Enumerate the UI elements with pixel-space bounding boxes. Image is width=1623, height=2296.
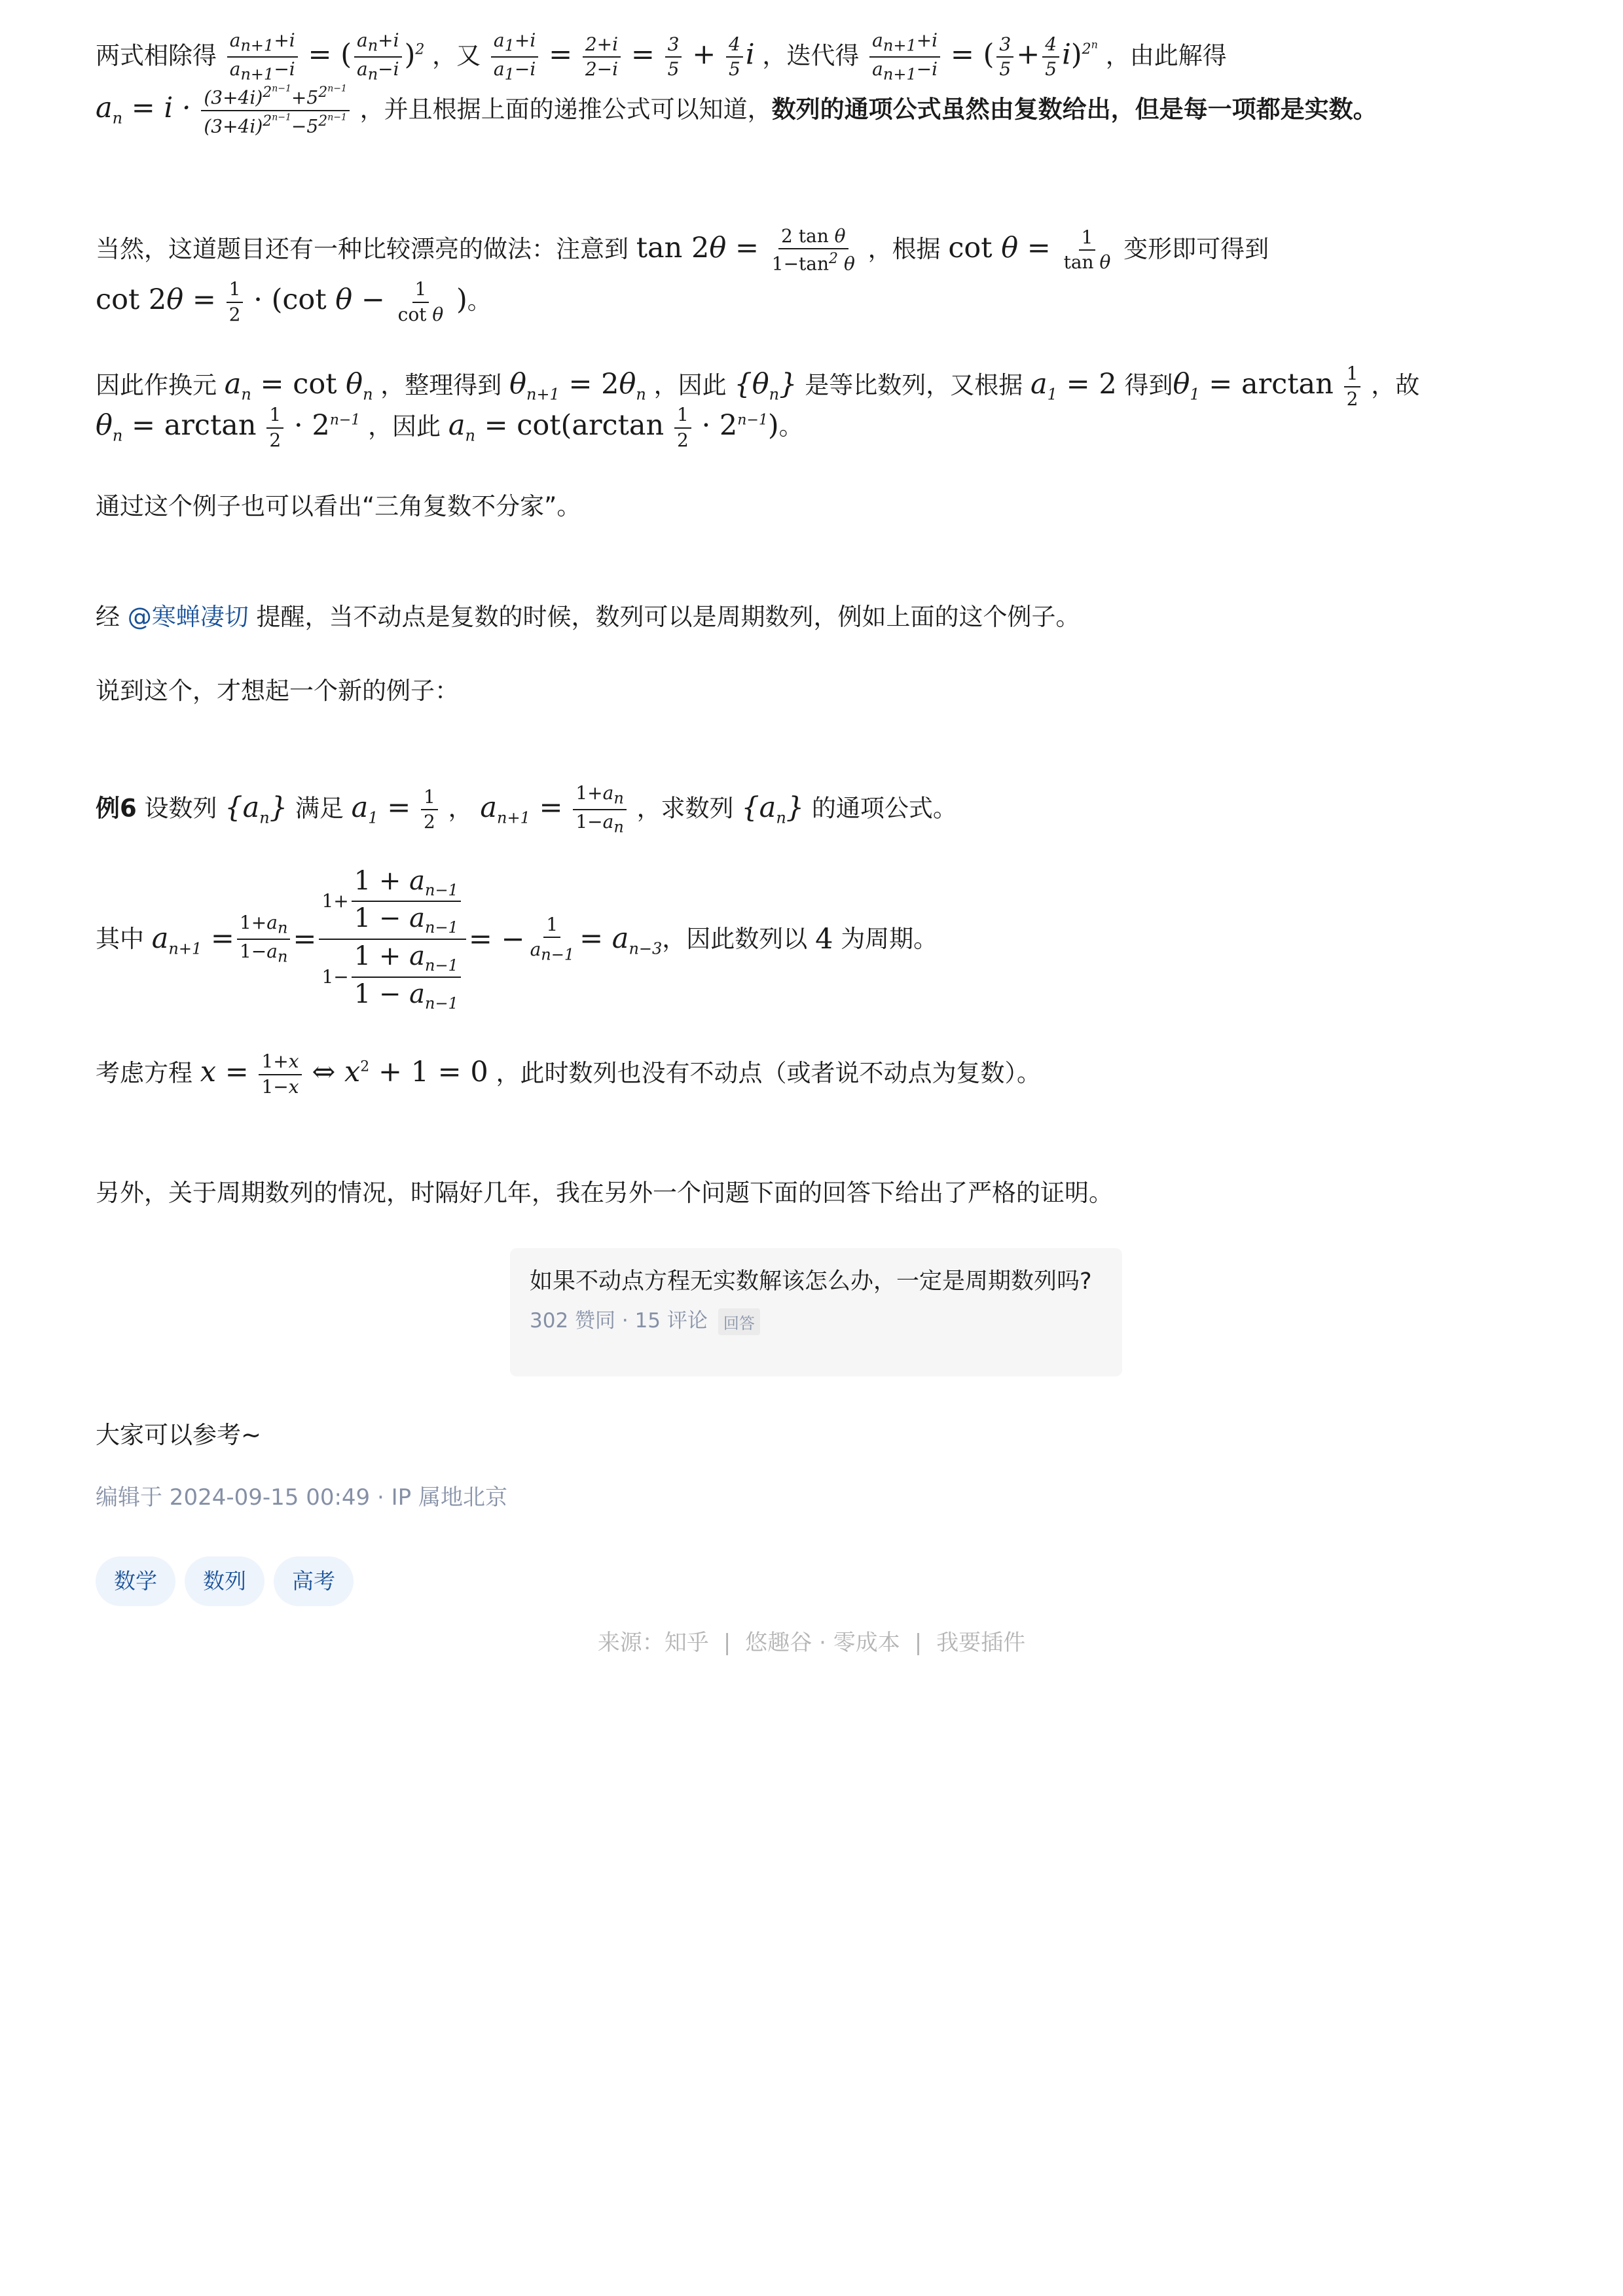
- text: 满足: [295, 794, 344, 823]
- paragraph-12: [96, 1051, 1536, 1098]
- formula: $\theta_{n+1} = 2\theta_n$: [509, 368, 646, 404]
- paragraph-2: [96, 84, 1536, 137]
- footer-plugin-link[interactable]: 我要插件: [936, 1630, 1026, 1656]
- formula-fraction: $\frac{(3+4i)^{2^{n-1}}+5^{2^{n-1}}}{(3+4i)^{2^{n-1}}-5^{2^{n-1}}}$: [201, 84, 350, 137]
- text: 变形即可得到: [1123, 234, 1269, 263]
- formula-fraction: $\frac{1}{\text{tan θ}}$: [1063, 226, 1111, 274]
- formula-fraction: $\frac{4}{5}$: [1042, 34, 1059, 80]
- text: 设数列: [144, 794, 217, 823]
- formula: i: [745, 38, 755, 71]
- paragraph-7: 通过这个例子也可以看出“三角复数不分家”。: [96, 492, 581, 520]
- formula: $\{a_n\}$: [225, 791, 288, 827]
- formula: $\theta_1 = \arctan$: [1173, 368, 1334, 404]
- edited-timestamp: 编辑于 2024-09-15 00:49 · IP 属地北京: [96, 1484, 507, 1511]
- text: 是等比数列，又根据: [805, 371, 1023, 399]
- formula: $\{a_n\}$: [741, 791, 805, 827]
- text: ，因此: [368, 412, 441, 440]
- formula: $a_n = \cot(\arctan$: [448, 409, 665, 445]
- card-title: 如果不动点方程无实数解该怎么办，一定是周期数列吗?: [530, 1268, 1092, 1295]
- formula: cot θ =: [948, 231, 1051, 264]
- formula: ): [456, 283, 467, 316]
- text: 其中: [96, 925, 144, 954]
- formula-fraction: $\frac{a_{n+1}+i}{a_{n+1}-i}$: [227, 30, 298, 84]
- footer-separator: |: [723, 1630, 731, 1656]
- footer: [0, 1624, 1623, 1657]
- formula: · (cot θ −: [253, 283, 385, 316]
- tag-math[interactable]: 数学: [96, 1556, 175, 1606]
- paragraph-6: [96, 404, 1536, 451]
- paragraph-8: [96, 599, 1536, 636]
- formula: · $2^{n-1}$: [293, 409, 361, 442]
- formula-fraction: $\frac{1+x}{1-x}$: [259, 1051, 301, 1097]
- formula-fraction: $\frac{1+a_n}{1-a_n}$: [573, 783, 626, 836]
- formula: cot 2θ =: [96, 283, 216, 316]
- text: 提醒，当不动点是复数的时候，数列可以是周期数列，例如上面的这个例子。: [256, 603, 1080, 631]
- formula: $a_n = \cot \theta_n$: [224, 368, 373, 404]
- formula-fraction: $\frac{a_{n+1}+i}{a_{n+1}-i}$: [869, 30, 940, 84]
- text: ，又: [432, 41, 481, 70]
- formula-fraction: $\frac{3}{5}$: [665, 34, 682, 80]
- formula: $\theta_n = \arctan$: [96, 409, 257, 445]
- paragraph-5: [96, 363, 1536, 410]
- text: 经: [96, 603, 120, 631]
- text: ，整理得到: [380, 371, 502, 399]
- paragraph-3: [96, 226, 1536, 275]
- text: 。: [467, 287, 492, 315]
- example-label: 例6: [96, 794, 137, 823]
- tag-sequence[interactable]: 数列: [185, 1556, 264, 1606]
- formula: x =: [200, 1056, 249, 1088]
- footer-separator: |: [914, 1630, 922, 1656]
- formula-fraction: $\frac{\text{2 tan θ}}{1-\tan^2 \theta}$: [771, 225, 855, 275]
- card-meta: [530, 1304, 1103, 1335]
- text: 得到: [1124, 371, 1173, 399]
- text: ，由此解得: [1105, 41, 1227, 70]
- paragraph-4: [96, 279, 1536, 325]
- formula-fraction: $\frac{2+i}{2-i}$: [583, 34, 621, 80]
- formula: )$^2$: [404, 38, 425, 71]
- formula: $a_{n+1}$ =: [151, 922, 234, 958]
- paragraph-1: [96, 30, 1536, 84]
- text: ，根据: [867, 234, 941, 263]
- footer-site-link[interactable]: 悠趣谷 · 零成本: [745, 1630, 900, 1656]
- text: ，因此: [653, 371, 727, 399]
- topic-tags: [96, 1556, 354, 1606]
- formula-fraction: $\frac{a_1+i}{a_1-i}$: [491, 30, 538, 84]
- text: ，并且根据上面的递推公式可以知道，: [359, 95, 772, 124]
- text: ，: [448, 794, 473, 823]
- formula-fraction: $\frac{1}{a_{n-1}}$: [530, 913, 575, 964]
- text: ，此时数列也没有不动点（或者说不动点为复数）。: [496, 1059, 1041, 1087]
- text: 两式相除得: [96, 41, 217, 70]
- text: ，故: [1371, 371, 1420, 399]
- text: ，迭代得: [762, 41, 860, 70]
- tag-gaokao[interactable]: 高考: [274, 1556, 354, 1606]
- formula: $a_1 = 2$: [1030, 368, 1117, 404]
- formula: =: [549, 38, 573, 71]
- mention-link[interactable]: @寒蝉凄切: [127, 603, 249, 631]
- formula: i: [1062, 38, 1071, 71]
- formula-fraction: $\frac{1}{2}$: [421, 787, 438, 833]
- formula: $a_n = i$ ·: [96, 92, 191, 128]
- paragraph-14: 大家可以参考~: [96, 1421, 262, 1449]
- formula: )$^{2^n}$: [1070, 38, 1098, 71]
- formula-fraction: $\frac{1}{2}$: [227, 279, 244, 325]
- footer-source-link[interactable]: 知乎: [664, 1630, 709, 1656]
- text: 。: [778, 412, 803, 440]
- formula: · $2^{n-1}$): [701, 409, 779, 442]
- formula: +: [1016, 38, 1040, 71]
- card-badge: 回答: [718, 1308, 760, 1335]
- formula-fraction: $\frac{4}{5}$: [726, 34, 743, 80]
- formula-fraction: $\frac{1+a_n}{1-a_n}$: [237, 912, 290, 966]
- formula: $a_1$ =: [351, 791, 411, 827]
- paragraph-11: [96, 857, 1536, 1021]
- formula: = (: [308, 38, 352, 71]
- nested-fraction: 1+ $\frac{1 + a_{n-1}}{1 - a_{n-1}}$ 1− $\frac{1 + a_{n-1}}{1 - a_{n-1}}$: [319, 866, 465, 1013]
- text: ，因此数列以: [662, 925, 808, 954]
- formula: +: [692, 38, 716, 71]
- formula-fraction: $\frac{1}{2}$: [266, 404, 283, 450]
- formula: $a_{n+1}$ =: [480, 791, 563, 827]
- linked-answer-card[interactable]: [510, 1248, 1122, 1376]
- formula-fraction: $\frac{1}{2}$: [674, 404, 691, 450]
- formula: = $a_{n-3}$: [579, 922, 663, 958]
- text: ，求数列: [636, 794, 734, 823]
- formula-fraction: $\frac{1}{\text{cot θ}}$: [397, 278, 444, 325]
- text: 为周期。: [841, 925, 938, 954]
- formula: = −: [468, 922, 525, 956]
- formula: ⇔ $x^2 + 1 = 0$: [312, 1056, 488, 1088]
- text: 当然，这道题目还有一种比较漂亮的做法：注意到: [96, 234, 629, 263]
- paragraph-9: 说到这个，才想起一个新的例子：: [96, 677, 459, 705]
- formula: tan 2θ =: [636, 231, 759, 264]
- paragraph-13: 另外，关于周期数列的情况，时隔好几年，我在另外一个问题下面的回答下给出了严格的证明。: [96, 1179, 1113, 1207]
- formula-fraction: $\frac{a_n+i}{a_n-i}$: [354, 30, 402, 84]
- text: 的通项公式。: [811, 794, 957, 823]
- footer-label: 来源：: [597, 1630, 665, 1656]
- text: 考虑方程: [96, 1059, 192, 1087]
- formula: $\{\theta_n\}$: [734, 368, 797, 404]
- card-stats: 302 赞同 · 15 评论: [530, 1309, 708, 1333]
- bold-text: 数列的通项公式虽然由复数给出，但是每一项都是实数。: [771, 95, 1377, 124]
- text: 因此作换元: [96, 371, 217, 399]
- formula: =: [293, 922, 317, 956]
- formula-fraction: $\frac{1}{2}$: [1344, 363, 1361, 409]
- formula: =: [630, 38, 655, 71]
- formula-fraction: $\frac{3}{5}$: [996, 34, 1013, 80]
- formula: = (: [950, 38, 994, 71]
- period-number: 4: [815, 922, 833, 956]
- paragraph-10: [96, 783, 1536, 836]
